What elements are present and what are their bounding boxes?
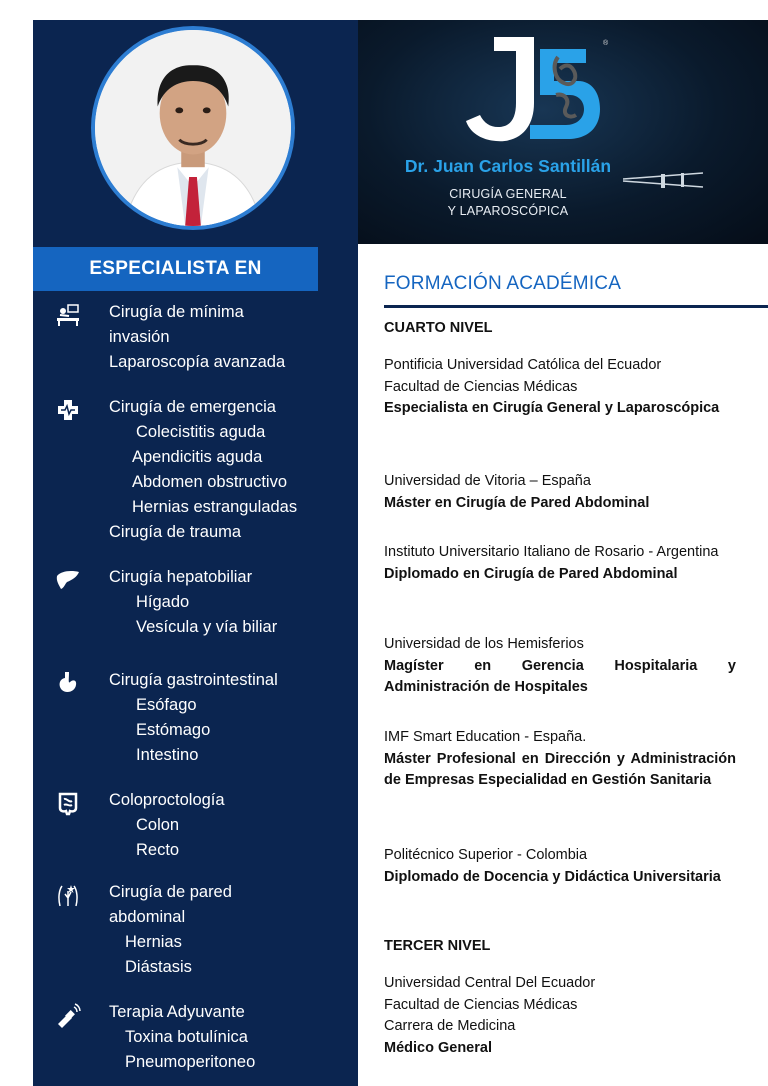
specialty-subline: Recto [136,841,180,859]
specialty-subline: Colon [136,816,180,834]
specialty-subline: Intestino [136,746,199,764]
liver-icon [55,567,81,593]
institution: Universidad de los Hemisferios [384,636,584,652]
education-entry [384,634,736,699]
js-logo [460,35,610,145]
specialty-line: abdominal [109,908,186,926]
degree: Máster en Cirugía de Pared Abdominal [384,494,650,511]
specialty-subline: Estómago [136,721,211,739]
stomach-icon [55,670,81,696]
faculty: Facultad de Ciencias Médicas [384,996,578,1013]
specialty-line: Cirugía hepatobiliar [109,568,253,586]
section-title-education: FORMACIÓN ACADÉMICA [384,273,622,294]
institution: Universidad de Vitoria – España [384,473,591,489]
specialty-subline: Hernias estranguladas [132,498,298,516]
faculty: Facultad de Ciencias Médicas [384,378,578,395]
specialty-line: Laparoscopía avanzada [109,353,286,371]
institution: Universidad Central Del Ecuador [384,975,596,991]
abdominal-wall-icon [55,882,81,908]
doctor-name: Dr. Juan Carlos Santillán [404,156,612,176]
specialty-subline: Esófago [136,696,197,714]
specialty-line: Cirugía de trauma [109,523,242,541]
specialty-line: Cirugía gastrointestinal [109,671,278,689]
header-banner [358,20,768,244]
specialty-line: Cirugía de mínima [109,303,244,321]
degree: Máster Profesional en Dirección y Administración de Empresas Especialidad en Gestión Sanitaria [384,750,736,788]
colon-icon [55,790,81,816]
level-heading-fourth: CUARTO NIVEL [384,320,493,336]
institution: Politécnico Superior - Colombia [384,847,588,863]
doctor-photo [91,26,295,230]
level-heading-third: TERCER NIVEL [384,938,491,954]
degree: Magíster en Gerencia Hospitalaria y Administración de Hospitales [384,657,736,695]
specialty-line: Cirugía de emergencia [109,398,276,416]
education-entry [384,973,736,1059]
specialty-line: Terapia Adyuvante [109,1003,245,1021]
degree: Médico General [384,1039,492,1056]
specialist-heading: ESPECIALISTA EN [33,247,318,291]
education-entry [384,471,736,514]
specialty-line: invasión [109,328,170,346]
doctor-portrait-image [95,30,291,226]
specialty-subline: Apendicitis aguda [132,448,263,466]
specialty-line: Coloproctología [109,791,225,809]
education-entry [384,542,736,585]
program: Carrera de Medicina [384,1018,516,1034]
institution: IMF Smart Education - España. [384,729,587,745]
specialty-subtitle-line2: Y LAPAROSCÓPICA [447,204,569,218]
syringe-icon [55,1002,81,1028]
registered-mark: ® [603,40,609,47]
specialty-subline: Colecistitis aguda [136,423,266,441]
degree: Diplomado en Cirugía de Pared Abdominal [384,565,678,582]
specialty-subline: Hernias [125,933,182,951]
institution: Pontificia Universidad Católica del Ecuador [384,357,662,373]
specialty-subline: Diástasis [125,958,192,976]
medical-cross-icon [55,397,81,423]
surgeon-monitor-icon [55,302,81,328]
section-divider [384,305,768,308]
degree: Diplomado de Docencia y Didáctica Universitaria [384,868,721,885]
education-entry [384,355,736,420]
specialty-subline: Vesícula y vía biliar [136,618,278,636]
specialty-subline: Pneumoperitoneo [125,1053,256,1071]
institution: Instituto Universitario Italiano de Rosario - Argentina [384,544,719,560]
specialty-subtitle-line1: CIRUGÍA GENERAL [449,187,567,201]
specialty-subline: Hígado [136,593,190,611]
education-entry [384,845,736,888]
specialty-subline: Toxina botulínica [125,1028,248,1046]
specialty-subline: Abdomen obstructivo [132,473,288,491]
education-entry [384,727,736,792]
sidebar [33,20,358,1086]
laparoscopic-forceps-icon [623,165,703,195]
degree: Especialista en Cirugía General y Laparoscópica [384,400,720,416]
specialty-line: Cirugía de pared [109,883,232,901]
